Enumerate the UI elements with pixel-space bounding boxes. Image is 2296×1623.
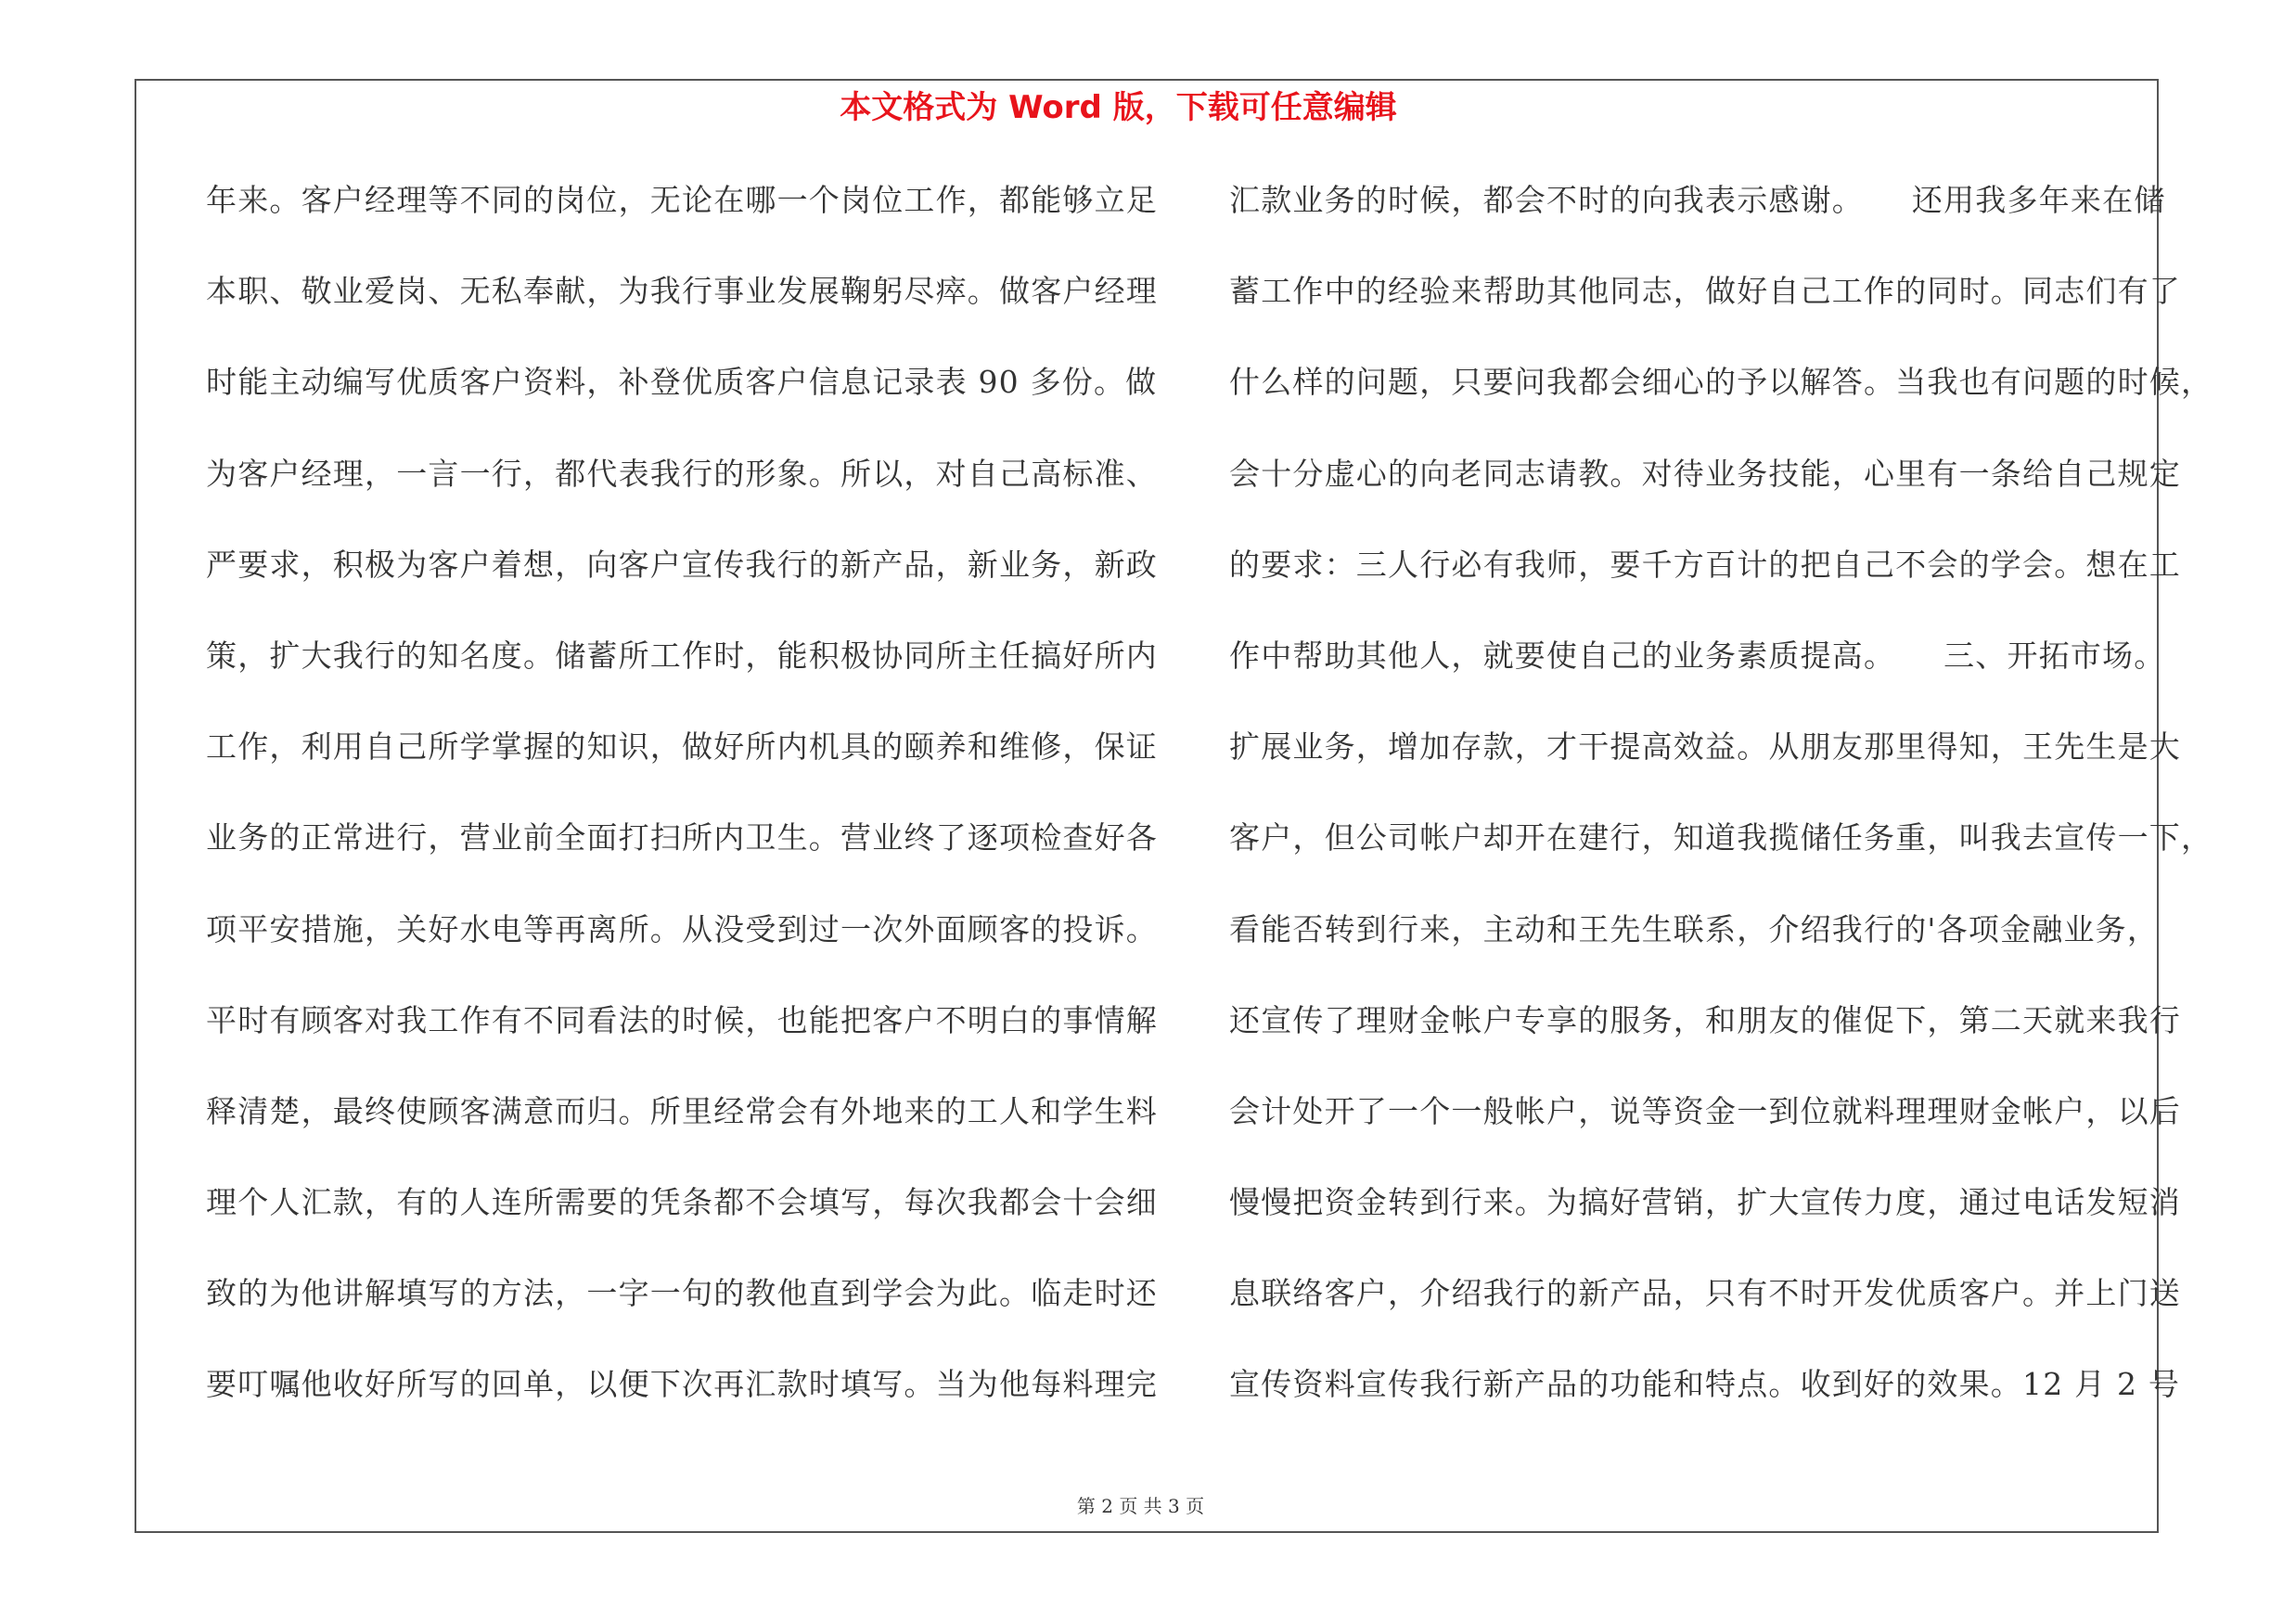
text-line: 作中帮助其他人，就要使自己的业务素质提高。 三、开拓市场。: [1229, 637, 2166, 674]
text-line: 平时有顾客对我工作有不同看法的时候，也能把客户不明白的事情解: [206, 1001, 1158, 1038]
text-line: 会十分虚心的向老同志请教。对待业务技能，心里有一条给自己规定: [1229, 455, 2181, 492]
left-text-column: [206, 182, 1158, 1458]
format-notice-banner: 本文格式为 Word 版，下载可任意编辑: [840, 89, 1397, 126]
text-line: 扩展业务，增加存款，才干提高效益。从朋友那里得知，王先生是大: [1229, 728, 2181, 766]
text-line: 业务的正常进行，营业前全面打扫所内卫生。营业终了逐项检查好各: [206, 819, 1158, 857]
text-line: 要叮嘱他收好所写的回单，以便下次再汇款时填写。当为他每料理完: [206, 1366, 1158, 1403]
right-text-column: [1229, 182, 2213, 1458]
text-line: 什么样的问题，只要问我都会细心的予以解答。当我也有问题的时候，: [1229, 364, 2213, 401]
text-line: 时能主动编写优质客户资料，补登优质客户信息记录表 90 多份。做: [206, 364, 1158, 401]
text-line: 的要求：三人行必有我师，要千方百计的把自己不会的学会。想在工: [1229, 546, 2181, 583]
text-line: 汇款业务的时候，都会不时的向我表示感谢。 还用我多年来在储: [1229, 182, 2166, 218]
text-line: 工作，利用自己所学掌握的知识，做好所内机具的颐养和维修，保证: [206, 728, 1158, 766]
text-line: 策，扩大我行的知名度。储蓄所工作时，能积极协同所主任搞好所内: [206, 637, 1158, 674]
text-line: 慢慢把资金转到行来。为搞好营销，扩大宣传力度，通过电话发短消: [1229, 1184, 2181, 1221]
text-line: 为客户经理，一言一行，都代表我行的形象。所以，对自己高标准、: [206, 455, 1158, 492]
text-line: 项平安措施，关好水电等再离所。从没受到过一次外面顾客的投诉。: [206, 910, 1158, 947]
text-line: 致的为他讲解填写的方法，一字一句的教他直到学会为此。临走时还: [206, 1275, 1158, 1312]
page-number: 第 2 页 共 3 页: [1076, 1495, 1205, 1517]
text-line: 还宣传了理财金帐户专享的服务，和朋友的催促下，第二天就来我行: [1229, 1001, 2181, 1038]
text-line: 蓄工作中的经验来帮助其他同志，做好自己工作的同时。同志们有了: [1229, 273, 2181, 310]
text-line: 本职、敬业爱岗、无私奉献，为我行事业发展鞠躬尽瘁。做客户经理: [206, 273, 1158, 310]
text-line: 理个人汇款，有的人连所需要的凭条都不会填写，每次我都会十会细: [206, 1184, 1158, 1221]
text-line: 看能否转到行来，主动和王先生联系，介绍我行的'各项金融业务，: [1229, 910, 2160, 947]
text-line: 年来。客户经理等不同的岗位，无论在哪一个岗位工作，都能够立足: [206, 182, 1158, 218]
text-line: 息联络客户，介绍我行的新产品，只有不时开发优质客户。并上门送: [1229, 1275, 2181, 1312]
text-line: 客户，但公司帐户却开在建行，知道我揽储任务重，叫我去宣传一下，: [1229, 819, 2213, 857]
text-line: 严要求，积极为客户着想，向客户宣传我行的新产品，新业务，新政: [206, 546, 1158, 583]
text-line: 会计处开了一个一般帐户，说等资金一到位就料理理财金帐户，以后: [1229, 1092, 2181, 1129]
text-line: 宣传资料宣传我行新产品的功能和特点。收到好的效果。12 月 2 号: [1229, 1366, 2181, 1403]
text-line: 释清楚，最终使顾客满意而归。所里经常会有外地来的工人和学生料: [206, 1092, 1158, 1129]
